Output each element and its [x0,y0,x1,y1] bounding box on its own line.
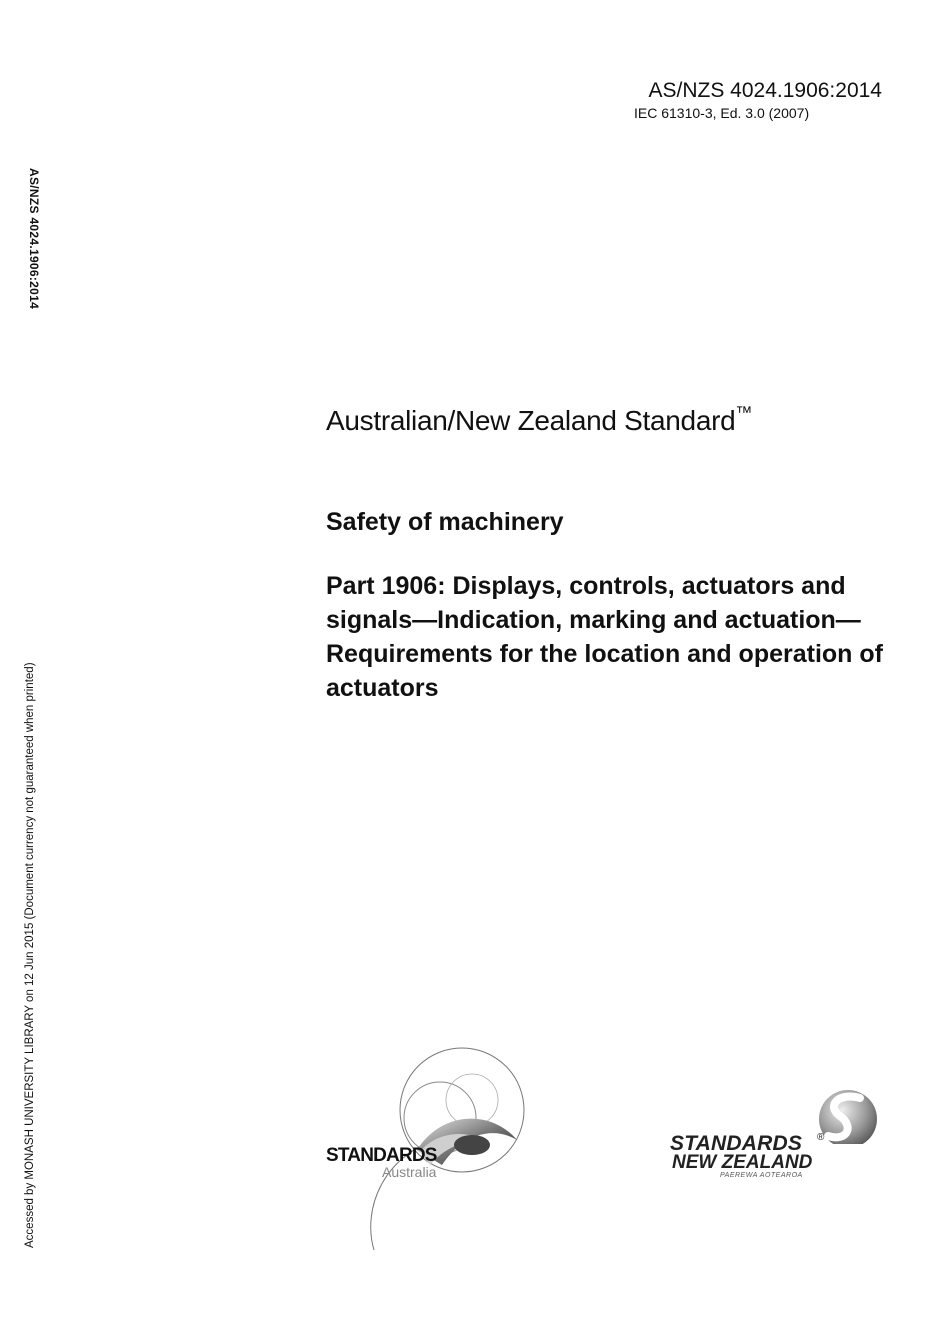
trademark-symbol: ™ [735,403,753,422]
standards-new-zealand-logo [668,1084,888,1184]
access-notice: Accessed by MONASH UNIVERSITY LIBRARY on 12 Jun 2015 (Document currency not guaranteed when printed) [24,662,36,1248]
standard-number: AS/NZS 4024.1906:2014 [648,79,882,102]
iec-reference: IEC 61310-3, Ed. 3.0 (2007) [634,105,810,121]
series-title [326,403,752,437]
standards-nz-line3: PAEREWA AOTEAROA [720,1172,803,1179]
part-title: Part 1906: Displays, controls, actuators and signals—Indication, marking and actuation—Requirements for the location and operation of actuators [326,572,883,702]
standards-australia-logo [322,1040,542,1260]
standards-nz-wordmark: STANDARDS [670,1132,803,1155]
standards-nz-line2: NEW ZEALAND [672,1152,813,1173]
side-standard-code: AS/NZS 4024.1906:2014 [27,168,41,310]
standards-australia-sub: Australia [382,1164,437,1180]
series-title-text: Australian/New Zealand Standard [326,405,736,436]
registered-mark: ® [817,1132,825,1143]
document-title: Safety of machinery [326,508,564,536]
standards-australia-wordmark: STANDARDS [326,1145,437,1166]
